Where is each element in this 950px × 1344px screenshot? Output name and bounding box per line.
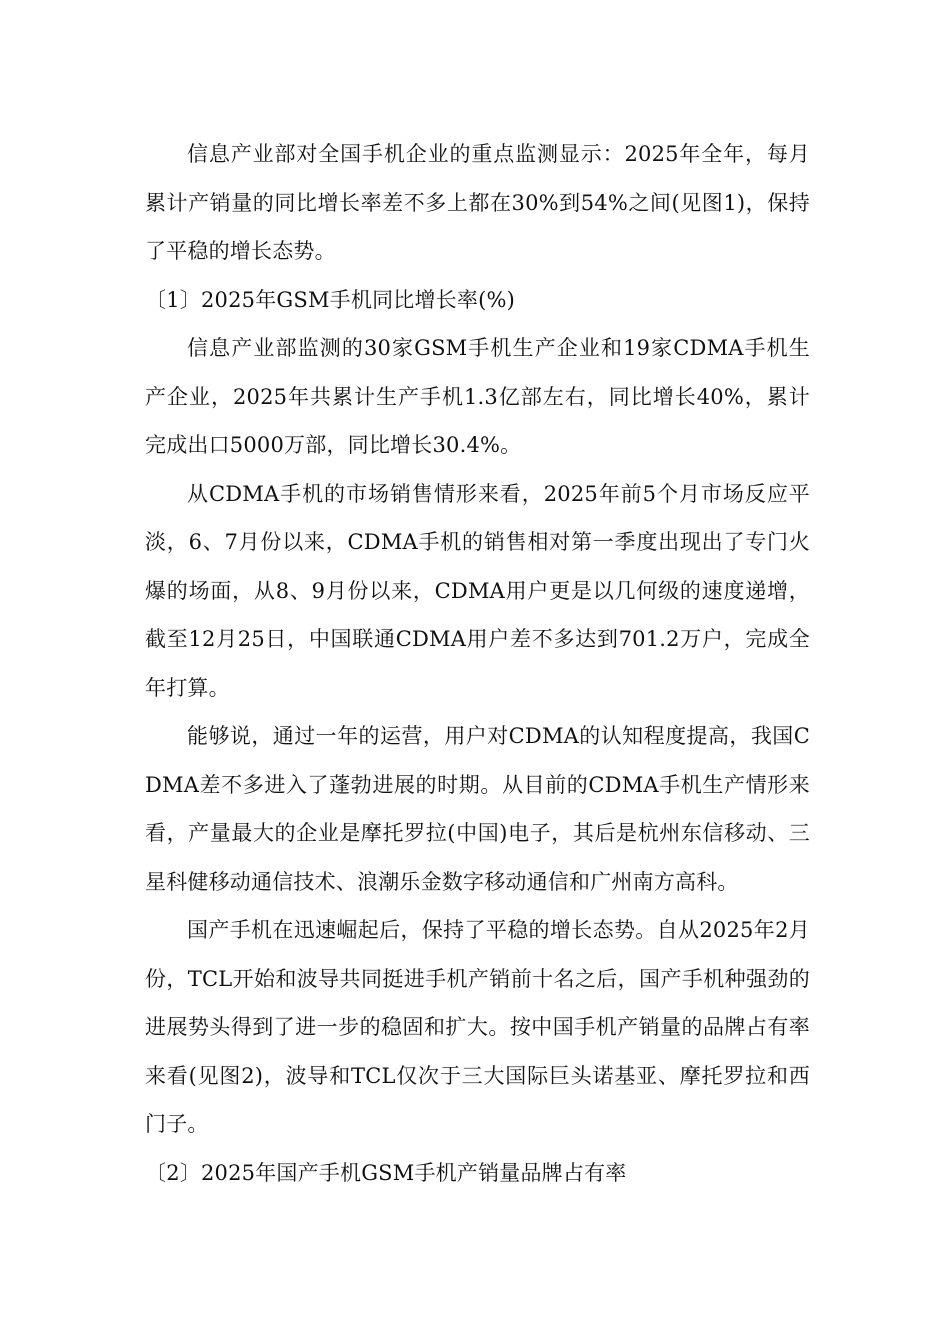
paragraph-cdma-development: 能够说，通过一年的运营，用户对CDMA的认知程度提高，我国CDMA差不多进入了蓬勃进展的时期。从目前的CDMA手机生产情形来看，产量最大的企业是摩托罗拉(中国)电子，其后是杭州东信移动、三星科健移动通信技术、浪潮乐金数字移动通信和广州南方高科。	[145, 724, 810, 894]
paragraph-production: 信息产业部监测的30家GSM手机生产企业和19家CDMA手机生产企业，2025年共累计生产手机1.3亿部左右，同比增长40%，累计完成出口5000万部，同比增长30.4%。	[145, 336, 810, 457]
figure-caption-1: 〔1〕2025年GSM手机同比增长率(%)	[145, 287, 516, 312]
paragraph-domestic-phones: 国产手机在迅速崛起后，保持了平稳的增长态势。自从2025年2月份，TCL开始和波导共同挺进手机产销前十名之后，国产手机种强劲的进展势头得到了进一步的稳固和扩大。按中国手机产销量的品牌占有率来看(见图2)，波导和TCL仅次于三大国际巨头诺基亚、摩托罗拉和西门子。	[145, 918, 810, 1136]
paragraph-cdma-market: 从CDMA手机的市场销售情形来看，2025年前5个月市场反应平淡，6、7月份以来，CDMA手机的销售相对第一季度出现出了专门火爆的场面，从8、9月份以来，CDMA用户更是以几何级的速度递增，截至12月25日，中国联通CDMA用户差不多达到701.2万户，完成全年打算。	[145, 481, 810, 700]
document-body	[145, 130, 810, 1197]
paragraph-monitoring: 信息产业部对全国手机企业的重点监测显示：2025年全年，每月累计产销量的同比增长率差不多上都在30%到54%之间(见图1)，保持了平稳的增长态势。	[145, 142, 810, 263]
figure-caption-2: 〔2〕2025年国产手机GSM手机产销量品牌占有率	[145, 1160, 627, 1185]
